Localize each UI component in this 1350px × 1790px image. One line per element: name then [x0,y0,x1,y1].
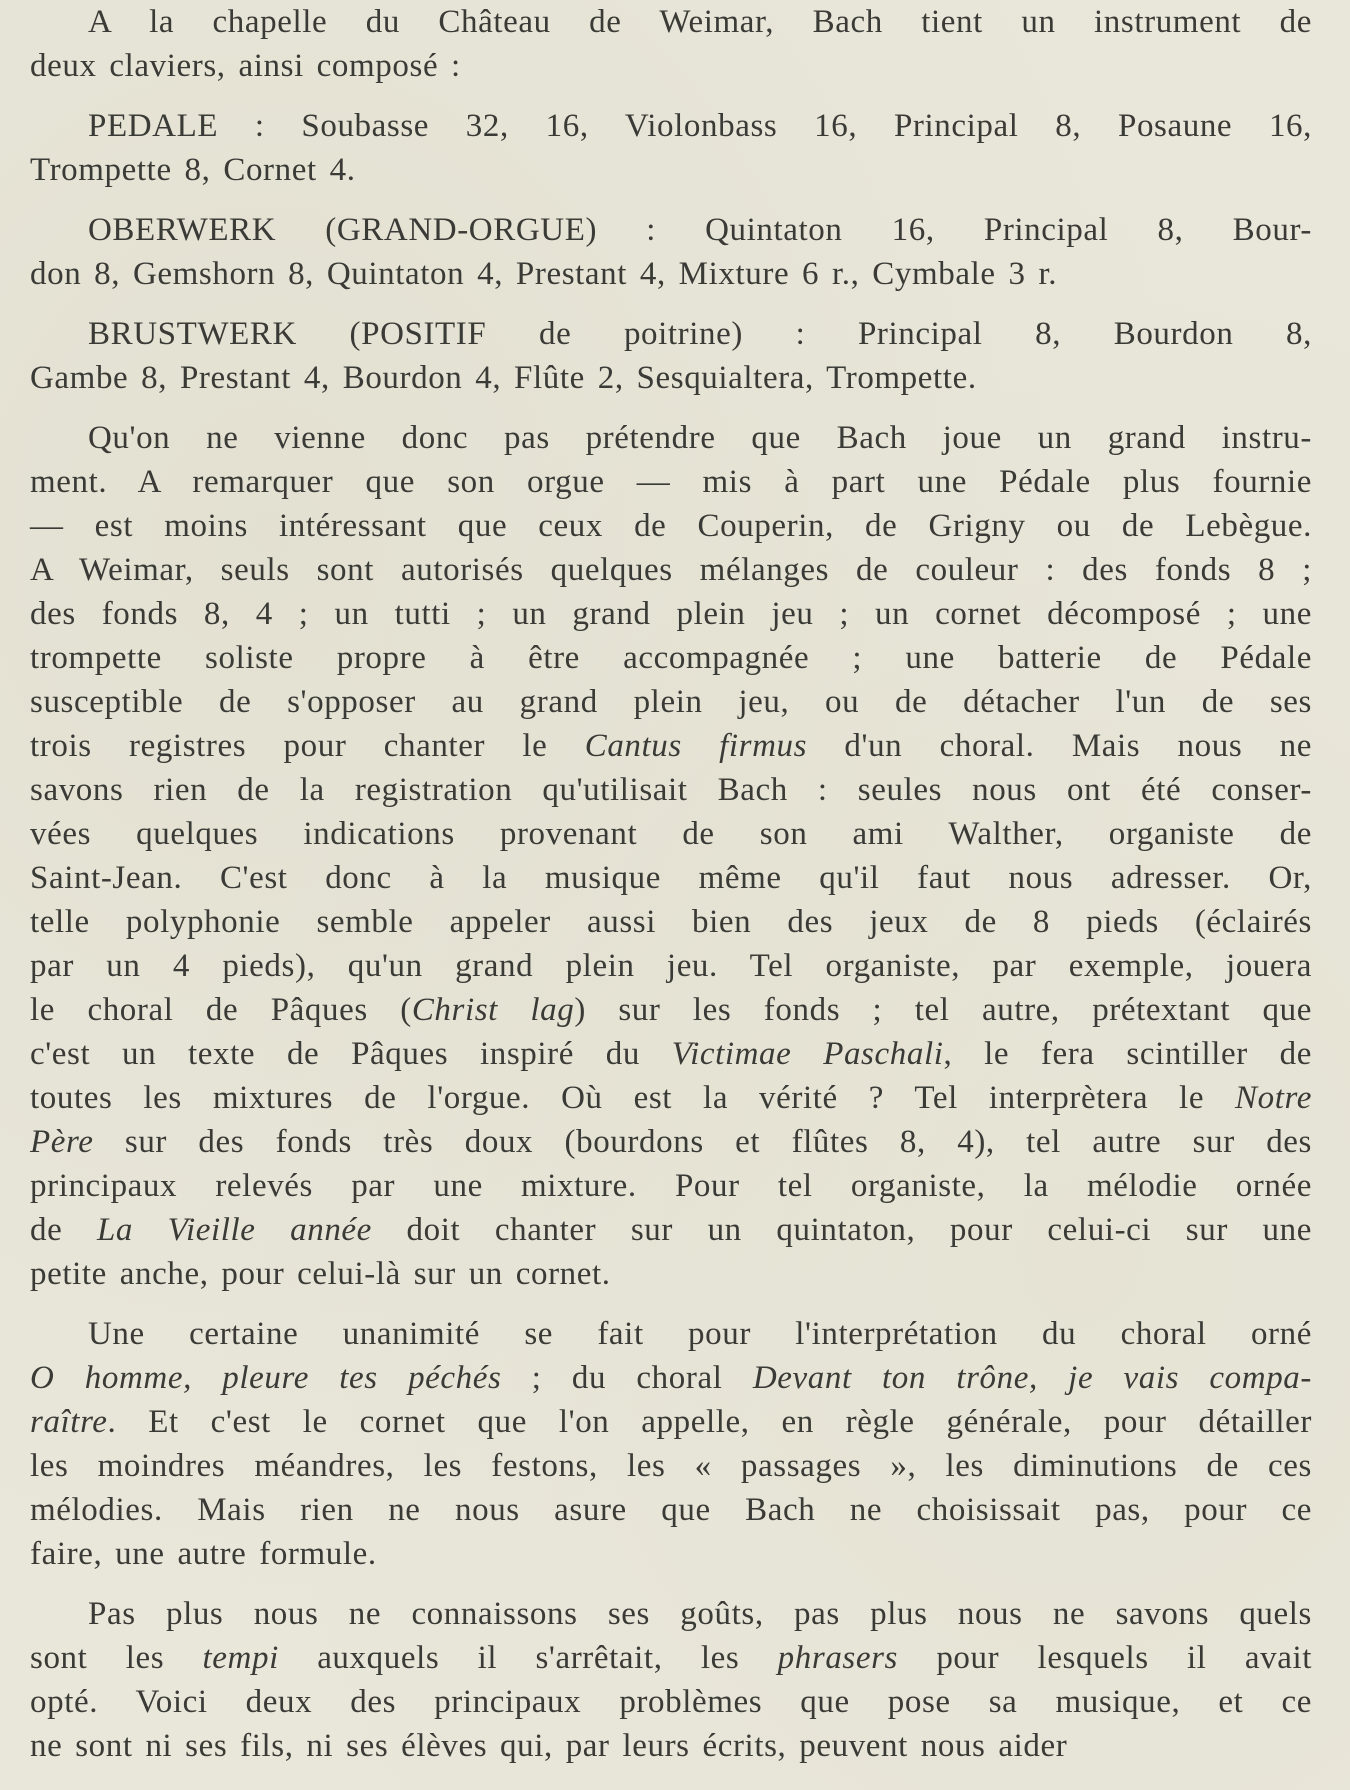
text-segment: des fonds 8, 4 ; un tutti ; un grand plein jeu ; un cornet décomposé ; une [30,596,1312,632]
italic-title: phrasers [777,1640,898,1676]
paragraph-registration [30,416,1312,1296]
paragraph-oberwerk [30,208,1312,296]
text-segment: pour lesquels il avait [898,1640,1312,1676]
text-segment: principaux relevés par une mixture. Pour tel organiste, la mélodie ornée [30,1168,1312,1204]
italic-title: Cantus firmus [584,728,808,764]
italic-title: Victimae Paschali [671,1036,944,1072]
text-line [30,44,1312,88]
paragraph-tempi [30,1592,1312,1768]
paragraph-gap [30,1296,1312,1312]
paragraph-gap [30,296,1312,312]
text-segment: de [30,1212,97,1248]
italic-title: Devant ton trône, je vais compa- [752,1360,1312,1396]
text-segment: sur des fonds très doux (bourdons et flûtes 8, 4), tel autre sur des [93,1124,1312,1160]
text-line [30,724,1312,768]
text-segment: auxquels il s'arrêtait, les [278,1640,778,1676]
text-segment: sont les [30,1640,203,1676]
text-segment: savons rien de la registration qu'utilisait Bach : seules nous ont été conser- [30,772,1312,808]
text-segment: trois registres pour chanter le [30,728,585,764]
text-line [30,944,1312,988]
text-line [30,416,1312,460]
text-segment: A la chapelle du Château de Weimar, Bach tient un instrument de [88,4,1312,40]
text-segment: ) sur les fonds ; tel autre, prétextant que [574,992,1313,1028]
text-line [30,1032,1312,1076]
text-line [30,1076,1312,1120]
text-line [30,1680,1312,1724]
italic-title: Christ lag [411,992,575,1028]
text-line [30,356,1312,400]
text-line [30,680,1312,724]
text-segment: . Et c'est le cornet que l'on appelle, en règle générale, pour détailler [107,1404,1312,1440]
text-segment: Une certaine unanimité se fait pour l'interprétation du choral orné [88,1316,1312,1352]
italic-title: raître [30,1404,108,1440]
text-line [30,1636,1312,1680]
text-segment: faire, une autre formule. [30,1536,377,1572]
text-segment: Qu'on ne vienne donc pas prétendre que Bach joue un grand instru- [88,420,1312,456]
text-line [30,208,1312,252]
text-segment: Saint-Jean. C'est donc à la musique même qu'il faut nous adresser. Or, [30,860,1312,896]
text-line [30,504,1312,548]
paragraph-gap [30,1576,1312,1592]
text-segment: Trompette 8, Cornet 4. [30,152,356,188]
text-segment: ; du choral [501,1360,753,1396]
text-line [30,252,1312,296]
text-segment: les moindres méandres, les festons, les « passages », les diminutions de ces [30,1448,1312,1484]
text-segment: deux claviers, ainsi composé : [30,48,461,84]
text-segment: — est moins intéressant que ceux de Couperin, de Grigny ou de Lebègue. [30,508,1312,544]
text-line [30,1252,1312,1296]
text-line [30,1724,1312,1768]
text-segment: opté. Voici deux des principaux problèmes que pose sa musique, et ce [30,1684,1312,1720]
paragraph-intro [30,0,1312,88]
text-line [30,1312,1312,1356]
text-line [30,1356,1312,1400]
text-line [30,636,1312,680]
text-line [30,592,1312,636]
text-segment: OBERWERK (GRAND-ORGUE) : Quintaton 16, Principal 8, Bour- [88,212,1312,248]
text-line [30,548,1312,592]
text-line [30,148,1312,192]
text-segment: trompette soliste propre à être accompagnée ; une batterie de Pédale [30,640,1312,676]
text-line [30,1164,1312,1208]
document-page [30,0,1312,1768]
text-segment: Pas plus nous ne connaissons ses goûts, pas plus nous ne savons quels [88,1596,1312,1632]
text-segment: don 8, Gemshorn 8, Quintaton 4, Prestant 4, Mixture 6 r., Cymbale 3 r. [30,256,1058,292]
text-line [30,1488,1312,1532]
text-segment: susceptible de s'opposer au grand plein jeu, ou de détacher l'un de ses [30,684,1312,720]
text-segment: d'un choral. Mais nous ne [807,728,1312,764]
paragraph-gap [30,192,1312,208]
italic-title: La Vieille année [96,1212,372,1248]
text-line [30,812,1312,856]
paragraph-gap [30,400,1312,416]
text-line [30,1592,1312,1636]
italic-title: tempi [202,1640,279,1676]
text-line [30,856,1312,900]
text-segment: telle polyphonie semble appeler aussi bien des jeux de 8 pieds (éclairés [30,904,1312,940]
text-line [30,1120,1312,1164]
text-segment: A Weimar, seuls sont autorisés quelques mélanges de couleur : des fonds 8 ; [30,552,1312,588]
text-line [30,1400,1312,1444]
text-segment: petite anche, pour celui-là sur un cornet. [30,1256,611,1292]
text-line [30,768,1312,812]
italic-title: Père [30,1124,94,1160]
text-segment: ment. A remarquer que son orgue — mis à part une Pédale plus fournie [30,464,1312,500]
paragraph-cornet [30,1312,1312,1576]
text-segment: mélodies. Mais rien ne nous asure que Bach ne choisissait pas, pour ce [30,1492,1312,1528]
italic-title: O homme, pleure tes péchés [30,1360,502,1396]
text-line [30,1532,1312,1576]
text-line [30,900,1312,944]
text-segment: , le fera scintiller de [943,1036,1312,1072]
paragraph-pedale [30,104,1312,192]
text-segment: Gambe 8, Prestant 4, Bourdon 4, Flûte 2, Sesquialtera, Trompette. [30,360,977,396]
text-segment: ne sont ni ses fils, ni ses élèves qui, par leurs écrits, peuvent nous aider [30,1728,1068,1764]
text-segment: toutes les mixtures de l'orgue. Où est la vérité ? Tel interprètera le [30,1080,1236,1116]
text-segment: le choral de Pâques ( [30,992,412,1028]
text-line [30,0,1312,44]
text-segment: vées quelques indications provenant de son ami Walther, organiste de [30,816,1312,852]
text-line [30,104,1312,148]
text-line [30,1208,1312,1252]
text-line [30,988,1312,1032]
paragraph-gap [30,88,1312,104]
italic-title: Notre [1235,1080,1312,1116]
text-segment: c'est un texte de Pâques inspiré du [30,1036,672,1072]
paragraph-brustwerk [30,312,1312,400]
text-segment: PEDALE : Soubasse 32, 16, Violonbass 16, Principal 8, Posaune 16, [88,108,1312,144]
text-segment: BRUSTWERK (POSITIF de poitrine) : Principal 8, Bourdon 8, [88,316,1312,352]
text-line [30,312,1312,356]
text-line [30,460,1312,504]
text-line [30,1444,1312,1488]
text-segment: doit chanter sur un quintaton, pour celui-ci sur une [371,1212,1312,1248]
text-segment: par un 4 pieds), qu'un grand plein jeu. Tel organiste, par exemple, jouera [30,948,1312,984]
